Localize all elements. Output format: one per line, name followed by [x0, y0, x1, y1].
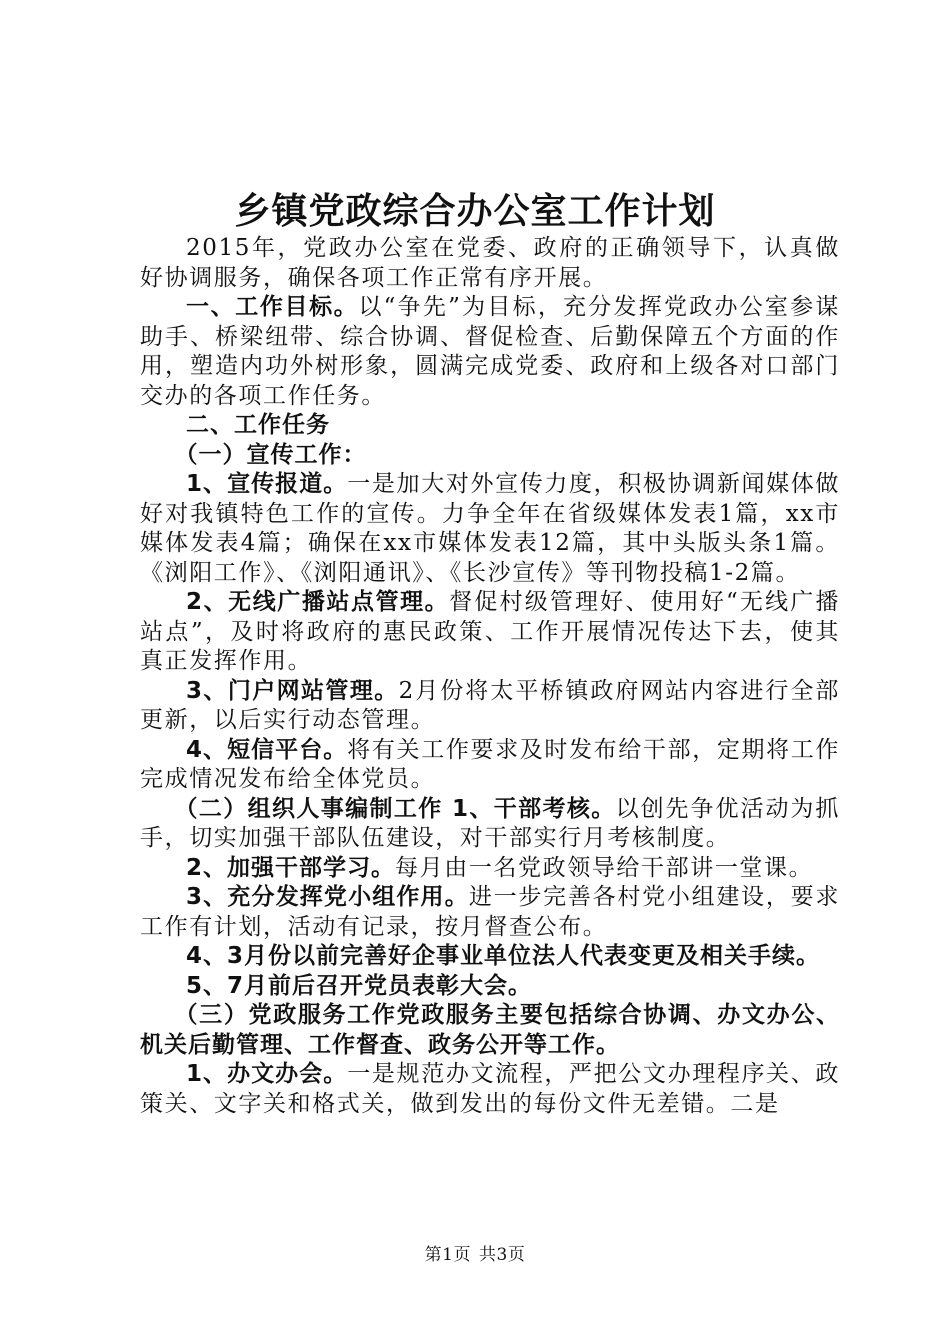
section-3-item-1-heading: 1、办文办会。	[186, 1061, 348, 1087]
goal-text: 以“争先”为目标，充分发挥党政办公室参谋助手、桥梁纽带、综合协调、督促检查、后勤保障五个方面的作用，塑造内功外树形象，圆满完成党委、政府和上级各对口部门交办的各项工作任务。	[140, 294, 840, 409]
section-2-paragraph	[140, 795, 840, 854]
section-1-item-3	[140, 677, 840, 736]
section-2-item-2-heading: 2、加强干部学习。	[186, 854, 396, 881]
section-3-item-1-text: 一是规范办文流程，严把公文办理程序关、政策关、文字关和格式关，做到发出的每份文件无差错。二是	[140, 1061, 841, 1117]
section-2-item-3-text: 进一步完善各村党小组建设，要求工作有计划，活动有记录，按月督查公布。	[140, 884, 840, 940]
section-2-item-2-text: 每月由一名党政领导给干部讲一堂课。	[395, 854, 814, 881]
section-3-heading: （三）党政服务工作党政服务主要包括综合协调、办文办公、机关后勤管理、工作督查、政务公开等工作。	[140, 1002, 840, 1058]
page-footer	[0, 1240, 950, 1265]
section-1-item-3-text: 2月份将太平桥镇政府网站内容进行全部更新，以后实行动态管理。	[140, 677, 840, 733]
goal-paragraph	[140, 293, 840, 411]
document-title: 乡镇党政综合办公室工作计划	[234, 191, 716, 232]
section-2-item-3	[140, 883, 840, 942]
tasks-heading: 二、工作任务	[186, 412, 330, 438]
section-1-item-4-text: 将有关工作要求及时发布给干部，定期将工作完成情况发布给全体党员。	[140, 736, 841, 792]
section-2-item-1-text: 以创先争优活动为抓手，切实加强干部队伍建设，对干部实行月考核制度。	[140, 795, 840, 851]
section-1-item-2-text: 督促村级管理好、使用好“无线广播站点”，及时将政府的惠民政策、工作开展情况传达下去，使其真正发挥作用。	[140, 589, 840, 674]
section-2-heading: （二）组织人事编制工作 1、干部考核。	[174, 795, 616, 822]
section-1-item-3-heading: 3、门户网站管理。	[186, 677, 399, 704]
section-1-heading: （一）宣传工作：	[174, 441, 367, 468]
section-2-item-2	[140, 854, 840, 884]
section-3-item-1	[140, 1060, 840, 1119]
section-1-item-2	[140, 588, 840, 677]
section-1-item-2-heading: 2、无线广播站点管理。	[186, 589, 450, 615]
page-number: 第1页	[424, 1245, 471, 1265]
section-1-item-4	[140, 736, 840, 795]
page-total: 共3页	[479, 1245, 526, 1265]
section-2-item-3-heading: 3、充分发挥党小组作用。	[186, 884, 469, 910]
intro-paragraph: 2015年，党政办公室在党委、政府的正确领导下，认真做好协调服务，确保各项工作正常有序开展。	[140, 235, 840, 291]
section-1-item-1-text: 一是加大对外宣传力度，积极协调新闻媒体做好对我镇特色工作的宣传。力争全年在省级媒体发表1篇，xx市媒体发表4篇；确保在xx市媒体发表12篇，其中头版头条1篇。《浏阳工作》、《浏阳通讯》、《长沙宣传》等刊物投稿1-2篇。	[140, 471, 841, 586]
goal-heading: 一、工作目标。	[186, 294, 359, 320]
section-2-item-4: 4、3月份以前完善好企事业单位法人代表变更及相关手续。	[186, 943, 821, 969]
section-1-item-1-heading: 1、宣传报道。	[186, 471, 348, 497]
document-body	[140, 234, 840, 1119]
section-1-item-4-heading: 4、短信平台。	[186, 736, 348, 763]
section-1-item-1	[140, 470, 840, 588]
section-2-item-5: 5、7月前后召开党员表彰大会。	[186, 972, 533, 999]
